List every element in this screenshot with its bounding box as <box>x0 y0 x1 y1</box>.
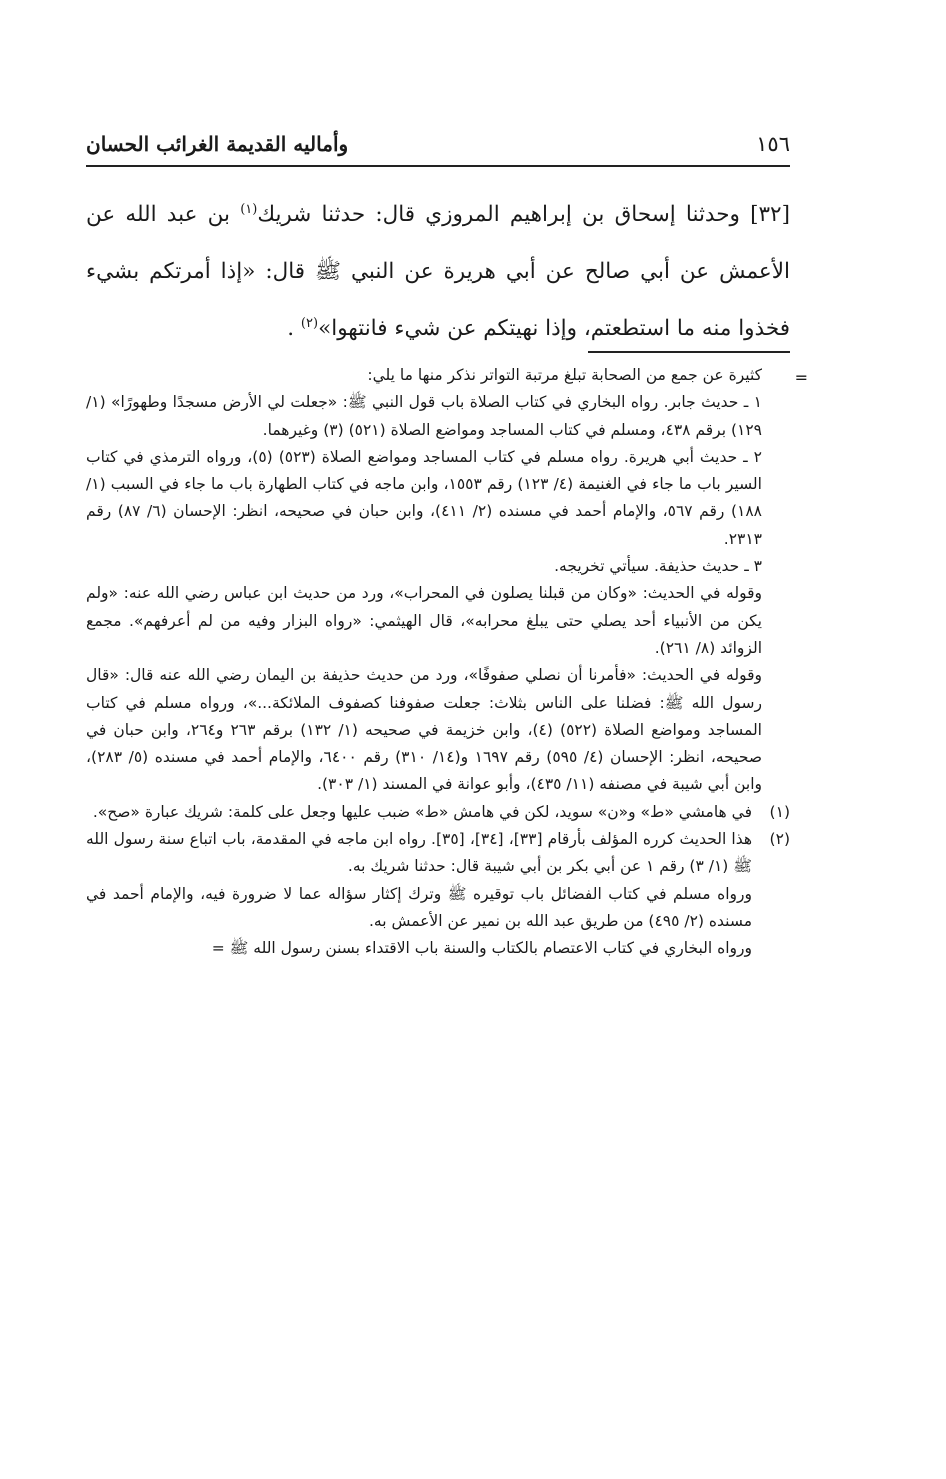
page-header <box>86 128 790 164</box>
footnotes <box>86 362 790 963</box>
continuation-mark: = <box>794 368 808 387</box>
footnote-text-2: ورواه مسلم في كتاب الفضائل باب توقيره ﷺ وترك إكثار سؤاله عما لا ضرورة فيه، والإمام أحمد في مسنده (٢/ ٤٩٥) من طريق عبد الله بن نمير عن الأعمش به. <box>86 884 752 930</box>
footnote-paragraph: وقوله في الحديث: «وكان من قبلنا يصلون في المحراب»، ورد من حديث ابن عباس رضي الله عنه: «ولم يكن من الأنبياء أحد يصلي حتى يبلغ محرابه»، قال الهيثمي: «رواه البزار وفيه من لم أعرفهم». مجمع الزوائد (٨/ ٢٦١). <box>86 584 762 657</box>
footnote-text: في هامشي «ط» و«ن» سويد، لكن في هامش «ط» ضبب عليها وجعل على كلمة: شريك عبارة «صح». <box>92 802 752 821</box>
hadith-paragraph <box>86 186 790 357</box>
footnote-text: هذا الحديث كرره المؤلف بأرقام [٣٣]، [٣٤]، [٣٥]. رواه ابن ماجه في المقدمة، باب اتباع سنة رسول الله ﷺ (١/ ٣) رقم ١ عن أبي بكر بن أبي شيبة قال: حدثنا شريك به. <box>86 830 752 876</box>
footnote-paragraph: ١ ـ حديث جابر. رواه البخاري في كتاب الصلاة باب قول النبي ﷺ: «جعلت لي الأرض مسجدًا وطهورًا» (١/ ١٢٩) برقم ٤٣٨، ومسلم في كتاب المساجد ومواضع الصلاة (٥٢١) (٣) وغيرهما. <box>86 393 762 439</box>
footnote-ref-2: (٢) <box>300 315 319 331</box>
footnote-ref-1: (١) <box>240 201 258 217</box>
footnote-1 <box>86 799 790 826</box>
footnote-2 <box>86 826 790 962</box>
footnote-paragraph: كثيرة عن جمع من الصحابة تبلغ مرتبة التواتر نذكر منها ما يلي: <box>367 366 762 384</box>
page-number: ١٥٦ <box>756 132 790 156</box>
hadith-text-end: . <box>287 316 301 341</box>
hadith-text-cont: بن عبد الله عن الأعمش عن أبي صالح عن أبي هريرة عن النبي ﷺ قال: «إذا أمرتكم بشيء فخذوا منه ما استطعتم، وإذا نهيتكم عن شيء فانتهوا» <box>86 202 790 341</box>
footnote-rule <box>588 351 790 353</box>
footnote-paragraph: ٢ ـ حديث أبي هريرة. رواه مسلم في كتاب المساجد ومواضع الصلاة (٥٢٣) (٥)، ورواه الترمذي في كتاب السير باب ما جاء في الغنيمة (٤/ ١٢٣) رقم ١٥٥٣، وابن ماجه في كتاب الطهارة باب ما جاء في السبب (١/ ١٨٨) رقم ٥٦٧، والإمام أحمد في مسنده (٢/ ٤١١)، وابن حبان في صحيحه، انظر: الإحسان (٦/ ٨٧) رقم ٢٣١٣. <box>86 447 762 548</box>
main-text <box>86 186 790 357</box>
footnote-number: (١) <box>769 802 790 821</box>
header-rule <box>86 165 790 167</box>
footnote-number: (٢) <box>769 830 790 849</box>
footnote-paragraph: وقوله في الحديث: «فأمرنا أن نصلي صفوفًا»، ورد من حديث حذيفة بن اليمان رضي الله عنه قال: «قال رسول الله ﷺ: فضلنا على الناس بثلاث: جعلت صفوفنا كصفوف الملائكة...»، ورواه مسلم في كتاب المساجد ومواضع الصلاة (٥٢٢) (٤)، وابن خزيمة في صحيحه (١/ ١٣٢) برقم ٢٦٣ و٢٦٤، وابن حبان في صحيحه، انظر: الإحسان (٤/ ٥٩٥) رقم ١٦٩٧ و(١٤/ ٣١٠) رقم ٦٤٠٠، والإمام أحمد في مسنده (٥/ ٢٨٣)، وابن أبي شيبة في مصنفه (١١/ ٤٣٥)، وأبو عوانة في المسند (١/ ٣٠٣). <box>86 666 762 794</box>
footnote-text-3: ورواه البخاري في كتاب الاعتصام بالكتاب والسنة باب الاقتداء بسنن رسول الله ﷺ = <box>211 939 752 958</box>
hadith-text-start: [٣٢] وحدثنا إسحاق بن إبراهيم المروزي قال: حدثنا شريك <box>257 202 790 227</box>
running-title: وأماليه القديمة الغرائب الحسان <box>86 132 349 156</box>
footnote-paragraph: ٣ ـ حديث حذيفة. سيأتي تخريجه. <box>554 557 762 576</box>
